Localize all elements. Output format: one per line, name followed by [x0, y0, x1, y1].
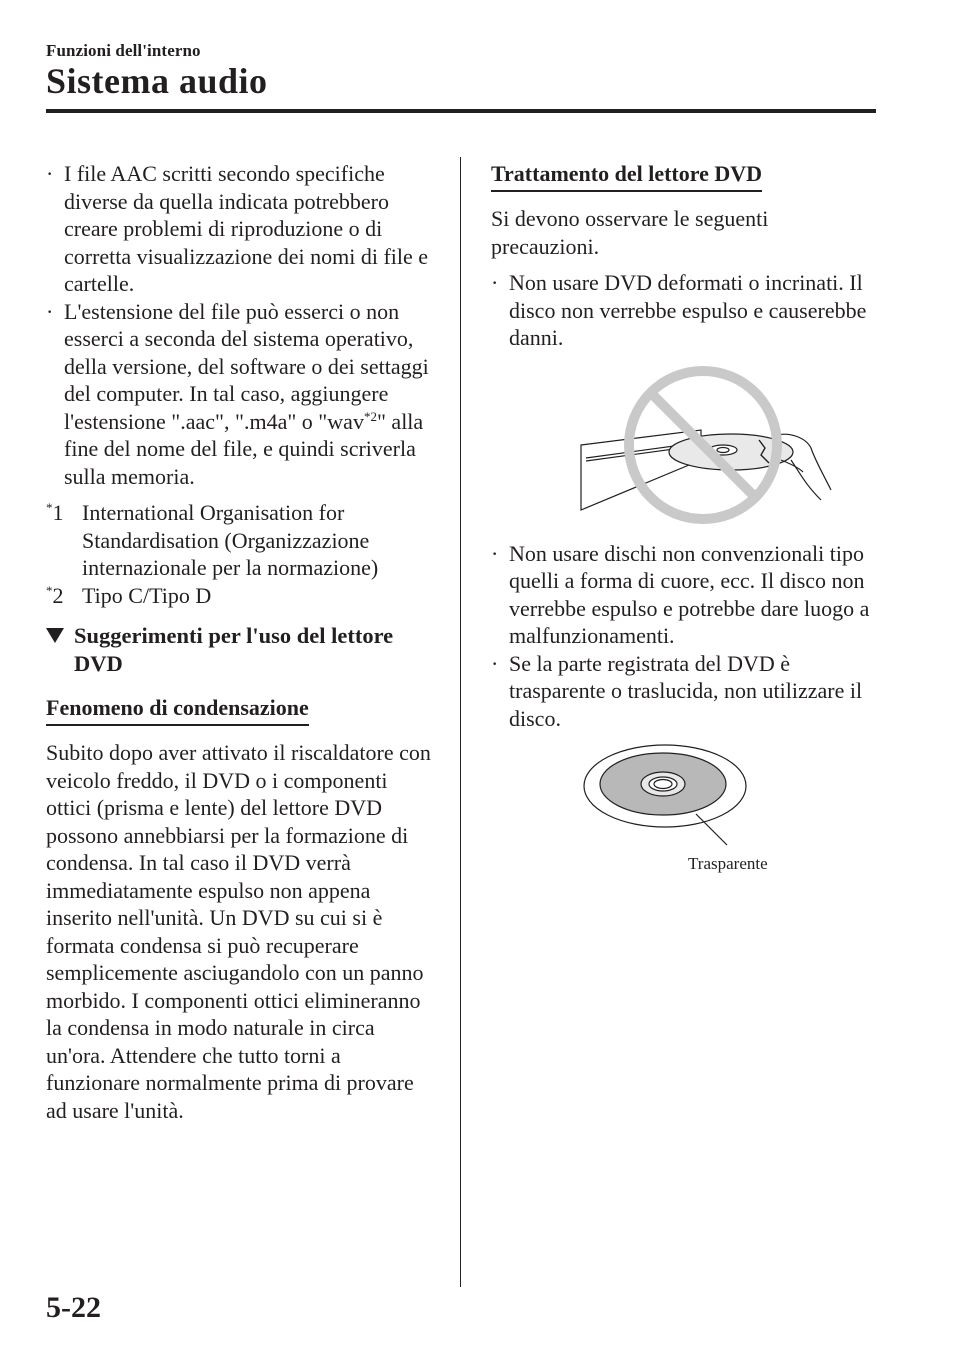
footnote-number: 1: [52, 500, 64, 525]
figure-label-transparent: Trasparente: [688, 854, 768, 873]
topic-heading-condensation: Fenomeno di condensazione: [46, 694, 309, 726]
footnote-2: [46, 582, 438, 610]
bullet-dot: ·: [491, 270, 499, 295]
footnote-number: 2: [52, 582, 64, 608]
footnote-asterisk: *: [46, 500, 53, 515]
bullet-dot: ·: [491, 650, 499, 676]
bullet-dot: ·: [46, 161, 54, 186]
bullet-dot: ·: [46, 298, 54, 324]
bullet-text: Non usare dischi non convenzionali tipo quelli a forma di cuore, ecc. Il disco non verrebbe espulso e potrebbe dare luogo a malfunzionamenti.: [509, 540, 870, 648]
bullet-aac-files: [46, 160, 438, 298]
left-column: [46, 160, 438, 1124]
footnote-1: [46, 499, 438, 582]
footnote-text: Tipo C/Tipo D: [82, 582, 212, 608]
header-rule: [46, 109, 876, 113]
section-kicker: Funzioni dell'interno: [46, 41, 201, 60]
bullet-transparent-disc: [491, 650, 881, 733]
bullet-text: Non usare DVD deformati o incrinati. Il disco non verrebbe espulso e causerebbe danni.: [509, 270, 867, 350]
bullet-deformed-dvd: [491, 269, 881, 352]
bullet-text: I file AAC scritti secondo specifiche diverse da quella indicata potrebbero creare problemi di riproduzione o di corretta visualizzazione dei nomi di file e cartelle.: [64, 161, 429, 296]
bullet-text-cont: " alla fine del nome del file, e quindi scriverla sulla memoria.: [64, 408, 424, 489]
transparent-disc-drawing: [491, 732, 881, 882]
page-title: Sistema audio: [46, 61, 268, 101]
bullet-dot: ·: [491, 540, 499, 566]
bullet-text: L'estensione del file può esserci o non esserci a seconda del sistema operativo, della versione, del software o dei settaggi del computer. In tal caso, aggiungere l'estensione ".aac", ".m4a" o "wav: [64, 298, 429, 434]
figure-no-deformed-disc: [491, 360, 881, 530]
column-divider: [460, 157, 461, 1287]
subsection-heading: Suggerimenti per l'uso del lettore DVD: [46, 622, 438, 678]
right-column: [491, 160, 881, 882]
paragraph-condensation: Subito dopo aver attivato il riscaldatore con veicolo freddo, il DVD o i componenti ottici (prisma e lente) del lettore DVD possono annebbiarsi per la formazione di condensa. In tal caso il DVD verrà immediatamente espulso non appena inserito nell'unità. Un DVD su cui si è formata condensa si può recuperare semplicemente asciugandolo con un panno morbido. I componenti ottici elimineranno la condensa in modo naturale in circa un'ora. Attendere che tutto torni a funzionare normalmente prima di provare ad usare l'unità.: [46, 740, 431, 1123]
triangle-icon: [46, 628, 64, 643]
bullet-file-extension: [46, 298, 438, 491]
page-number: 5-22: [46, 1291, 101, 1324]
footnote-text: International Organisation for Standardisation (Organizzazione internazionale per la normazione): [82, 500, 379, 580]
figure-transparent-disc: [491, 732, 881, 882]
footnote-asterisk: *: [46, 582, 53, 598]
bullet-unconventional-disc: [491, 540, 881, 650]
footnote-ref: *2: [363, 408, 377, 424]
intro-text: Si devono osservare le seguenti precauzioni.: [491, 206, 769, 259]
bullet-text: Se la parte registrata del DVD è trasparente o traslucida, non utilizzare il disco.: [509, 650, 863, 731]
topic-heading-dvd-handling: Trattamento del lettore DVD: [491, 160, 762, 192]
